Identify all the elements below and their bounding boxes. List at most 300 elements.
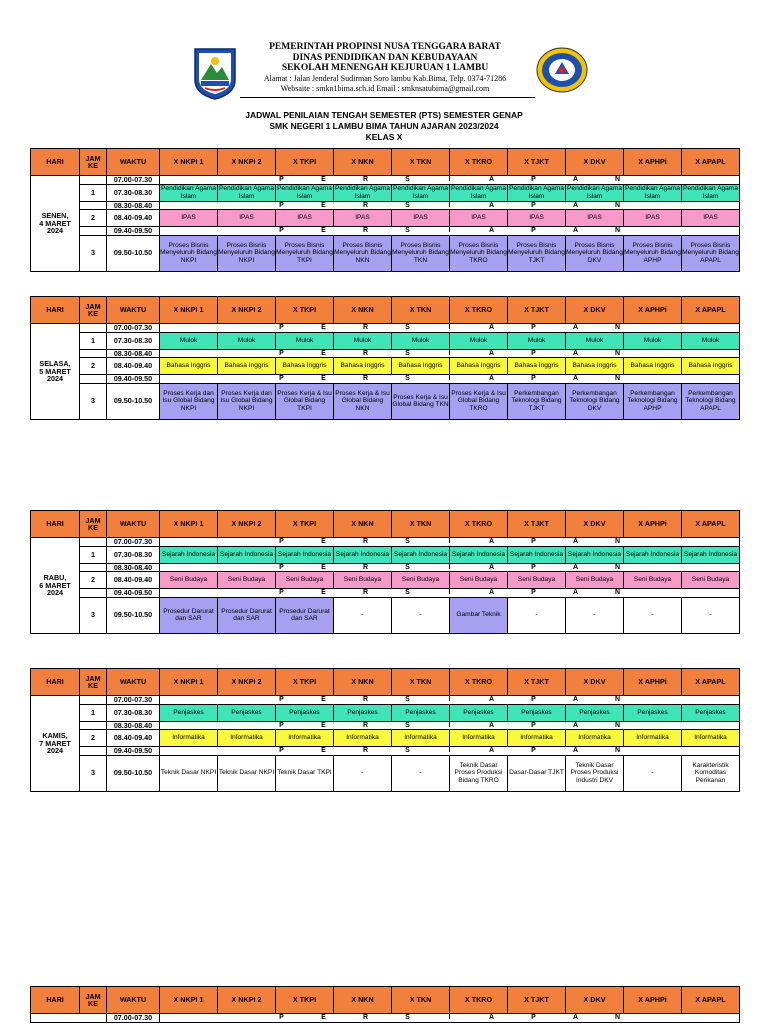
column-header: X NKPI 1 bbox=[160, 149, 218, 176]
column-header: X TKPI bbox=[276, 149, 334, 176]
lesson-row bbox=[31, 597, 740, 633]
jam-cell bbox=[80, 349, 107, 358]
break-letter: R bbox=[362, 201, 369, 209]
title-line-3: KELAS X bbox=[365, 132, 403, 142]
subject-cell: Sejarah Indonesia bbox=[624, 546, 682, 563]
header-row bbox=[31, 669, 740, 696]
break-letter: S bbox=[405, 375, 410, 382]
column-header: X TJKT bbox=[508, 297, 566, 324]
ntb-province-logo-icon bbox=[191, 46, 239, 100]
subject-cell: Penjaskes bbox=[334, 704, 392, 721]
time-cell: 07.00-07.30 bbox=[107, 538, 160, 547]
subject-cell: Seni Budaya bbox=[566, 572, 624, 589]
subject-cell: Mulok bbox=[218, 332, 276, 349]
dept-name: DINAS PENDIDIKAN DAN KEBUDAYAAN bbox=[292, 52, 478, 63]
break-letter: E bbox=[321, 349, 326, 357]
break-row bbox=[31, 227, 740, 236]
break-letter: R bbox=[362, 375, 369, 382]
subject-cell: Informatika bbox=[218, 730, 276, 747]
subject-cell: Bahasa Inggris bbox=[450, 358, 508, 375]
break-letter: N bbox=[614, 563, 621, 571]
subject-cell: Sejarah Indonesia bbox=[218, 546, 276, 563]
jam-cell bbox=[80, 721, 107, 730]
subject-cell: Bahasa Inggris bbox=[160, 358, 218, 375]
jam-cell bbox=[80, 227, 107, 236]
break-row bbox=[31, 589, 740, 598]
subject-cell: Gambar Teknik bbox=[450, 597, 508, 633]
day-cell: SENEN, 4 MARET 2024 bbox=[31, 176, 80, 272]
subject-cell: Sejarah Indonesia bbox=[682, 546, 740, 563]
subject-cell: IPAS bbox=[508, 210, 566, 227]
break-letter: N bbox=[614, 227, 621, 234]
subject-cell: - bbox=[334, 755, 392, 791]
break-letter: I bbox=[448, 227, 451, 234]
break-letter: S bbox=[405, 747, 410, 754]
subject-cell: Pendidikan Agama Islam bbox=[161, 185, 216, 200]
break-letter: P bbox=[279, 721, 284, 729]
subject-cell: Bahasa Inggris bbox=[682, 358, 740, 375]
column-header: X NKPI 1 bbox=[160, 987, 218, 1014]
break-letter: A bbox=[488, 176, 495, 183]
column-header: X DKV bbox=[566, 297, 624, 324]
subject-cell: IPAS bbox=[624, 210, 682, 227]
subject-cell: Perkembangan Teknologi Bidang APAPL bbox=[682, 383, 740, 419]
subject-cell: Pendidikan Agama Islam bbox=[509, 185, 564, 200]
break-letter: I bbox=[448, 1014, 451, 1021]
time-cell: 08.30-08.40 bbox=[107, 721, 160, 730]
time-cell: 07.30-08.30 bbox=[107, 704, 160, 721]
break-letter: A bbox=[572, 201, 579, 209]
time-cell: 07.00-07.30 bbox=[107, 176, 160, 185]
break-row bbox=[31, 349, 740, 358]
subject-cell: Mulok bbox=[276, 332, 334, 349]
break-row bbox=[31, 201, 740, 210]
column-header: WAKTU bbox=[107, 149, 160, 176]
subject-cell: Mulok bbox=[624, 332, 682, 349]
subject-cell: - bbox=[392, 755, 450, 791]
lesson-row bbox=[31, 358, 740, 375]
column-header: X DKV bbox=[566, 669, 624, 696]
day-cell: RABU, 6 MARET 2024 bbox=[31, 538, 80, 634]
column-header: X APHPi bbox=[624, 669, 682, 696]
column-header: HARI bbox=[31, 149, 80, 176]
break-letter: P bbox=[279, 589, 284, 596]
subject-cell: Informatika bbox=[508, 730, 566, 747]
subject-cell: Sejarah Indonesia bbox=[566, 546, 624, 563]
column-header: X TJKT bbox=[508, 987, 566, 1014]
subject-cell: Bahasa Inggris bbox=[392, 358, 450, 375]
break-letter: E bbox=[321, 375, 326, 382]
header-row bbox=[31, 149, 740, 176]
break-letter: A bbox=[572, 696, 579, 703]
time-cell: 07.30-08.30 bbox=[107, 546, 160, 563]
subject-cell: Proses Bisnis Menyeluruh Bidang DKV bbox=[566, 235, 624, 271]
subject-cell: Seni Budaya bbox=[392, 572, 450, 589]
break-row bbox=[31, 538, 740, 547]
time-cell: 07.00-07.30 bbox=[107, 324, 160, 333]
break-letter: P bbox=[279, 375, 284, 382]
break-letter: N bbox=[614, 1014, 621, 1021]
time-cell: 07.30-08.30 bbox=[107, 332, 160, 349]
subject-cell: Penjaskes bbox=[392, 704, 450, 721]
break-letter: R bbox=[362, 563, 369, 571]
break-letter: S bbox=[405, 589, 410, 596]
subject-cell: Proses Bisnis Menyeluruh Bidang TKRO bbox=[450, 235, 508, 271]
lesson-row bbox=[31, 704, 740, 721]
letterhead-divider bbox=[240, 97, 535, 98]
break-row bbox=[31, 176, 740, 185]
subject-cell: Penjaskes bbox=[508, 704, 566, 721]
break-letter: I bbox=[448, 176, 451, 183]
subject-cell: Mulok bbox=[160, 332, 218, 349]
time-cell: 07.00-07.30 bbox=[107, 696, 160, 705]
subject-cell: - bbox=[624, 755, 682, 791]
break-letter: R bbox=[362, 747, 369, 754]
subject-cell: Proses Bisnis Menyeluruh Bidang APAPL bbox=[682, 235, 740, 271]
column-header: X APAPL bbox=[682, 987, 740, 1014]
letterhead bbox=[0, 40, 768, 100]
lesson-row bbox=[31, 730, 740, 747]
break-letter: P bbox=[279, 696, 284, 703]
jam-cell: 1 bbox=[80, 332, 107, 349]
column-header: HARI bbox=[31, 669, 80, 696]
column-header: X NKN bbox=[334, 987, 392, 1014]
break-row bbox=[31, 696, 740, 705]
break-letter: E bbox=[321, 747, 326, 754]
break-letter: N bbox=[614, 538, 621, 545]
break-letter: E bbox=[321, 1014, 326, 1021]
column-header: X TKRO bbox=[450, 669, 508, 696]
subject-cell: IPAS bbox=[276, 210, 334, 227]
break-letter: E bbox=[321, 589, 326, 596]
break-letter: S bbox=[405, 721, 410, 729]
subject-cell: Pendidikan Agama Islam bbox=[567, 185, 622, 200]
break-letter: A bbox=[488, 201, 495, 209]
break-letter: P bbox=[531, 176, 536, 183]
time-cell: 09.50-10.50 bbox=[107, 755, 160, 791]
column-header: WAKTU bbox=[107, 669, 160, 696]
jam-cell bbox=[80, 538, 107, 547]
lesson-row bbox=[31, 332, 740, 349]
subject-cell: Proses Kerja dan Isu Global Bidang NKPI bbox=[160, 383, 218, 419]
subject-cell: IPAS bbox=[334, 210, 392, 227]
jam-cell bbox=[80, 324, 107, 333]
jam-cell: 3 bbox=[80, 383, 107, 419]
break-letter: P bbox=[531, 227, 536, 234]
header-row bbox=[31, 987, 740, 1014]
subject-cell: Informatika bbox=[624, 730, 682, 747]
time-cell: 09.40-09.50 bbox=[107, 227, 160, 236]
subject-cell: Bahasa Inggris bbox=[508, 358, 566, 375]
subject-cell: Bahasa Inggris bbox=[276, 358, 334, 375]
lesson-row bbox=[31, 210, 740, 227]
subject-cell: Penjaskes bbox=[624, 704, 682, 721]
break-letter: A bbox=[572, 349, 579, 357]
break-letter: P bbox=[531, 1014, 536, 1021]
break-letter: P bbox=[279, 324, 284, 331]
break-label bbox=[160, 538, 740, 547]
break-letter: P bbox=[279, 349, 284, 357]
break-label bbox=[160, 1014, 740, 1023]
jam-cell: 1 bbox=[80, 184, 107, 201]
subject-cell: Proses Kerja & Isu Global Bidang TKRO bbox=[450, 383, 508, 419]
column-header: X TKPI bbox=[276, 987, 334, 1014]
break-letter: A bbox=[572, 375, 579, 382]
break-letter: I bbox=[448, 201, 451, 209]
subject-cell: - bbox=[508, 597, 566, 633]
jam-cell: 2 bbox=[80, 210, 107, 227]
subject-cell: Proses Bisnis Menyeluruh Bidang NKPI bbox=[160, 235, 218, 271]
break-label bbox=[160, 563, 740, 572]
subject-cell: Proses Kerja & Isu Global Bidang TKPI bbox=[276, 383, 334, 419]
break-letter: A bbox=[488, 721, 495, 729]
time-cell: 09.40-09.50 bbox=[107, 589, 160, 598]
subject-cell: Karakteristik Komoditas Perikanan bbox=[682, 755, 740, 791]
jam-cell: 3 bbox=[80, 597, 107, 633]
subject-cell: Bahasa Inggris bbox=[566, 358, 624, 375]
break-letter: I bbox=[448, 747, 451, 754]
column-header: X APAPL bbox=[682, 297, 740, 324]
subject-cell: - bbox=[682, 597, 740, 633]
subject-cell: Mulok bbox=[566, 332, 624, 349]
subject-cell: Perkembangan Teknologi Bidang APHP bbox=[624, 383, 682, 419]
break-letter: N bbox=[614, 589, 621, 596]
column-header: JAM KE bbox=[80, 149, 107, 176]
day-schedule-table bbox=[30, 296, 740, 420]
break-letter: P bbox=[279, 176, 284, 183]
time-cell: 09.40-09.50 bbox=[107, 375, 160, 384]
lesson-row bbox=[31, 546, 740, 563]
header-row bbox=[31, 511, 740, 538]
break-letter: P bbox=[531, 563, 536, 571]
break-letter: P bbox=[279, 1014, 284, 1021]
break-row bbox=[31, 1014, 740, 1023]
break-letter: N bbox=[614, 721, 621, 729]
subject-cell: Seni Budaya bbox=[160, 572, 218, 589]
break-letter: N bbox=[614, 201, 621, 209]
header-row bbox=[31, 297, 740, 324]
column-header: WAKTU bbox=[107, 987, 160, 1014]
subject-cell: Prosedur Darurat dan SAR bbox=[276, 597, 334, 633]
break-letter: R bbox=[362, 538, 369, 545]
subject-cell: Proses Kerja & Isu Global Bidang TKN bbox=[392, 383, 450, 419]
day-schedule-table bbox=[30, 986, 740, 1023]
subject-cell: Prosedur Darurat dan SAR bbox=[218, 597, 276, 633]
day-cell bbox=[31, 1014, 107, 1023]
break-letter: A bbox=[488, 747, 495, 754]
time-cell: 07.00-07.30 bbox=[107, 1014, 160, 1023]
break-letter: I bbox=[448, 538, 451, 545]
subject-cell: Sejarah Indonesia bbox=[160, 546, 218, 563]
column-header: X NKPI 2 bbox=[218, 297, 276, 324]
jam-cell bbox=[80, 747, 107, 756]
subject-cell: Proses Kerja dan Isu Global Bidang NKPI bbox=[218, 383, 276, 419]
break-letter: S bbox=[405, 227, 410, 234]
subject-cell: IPAS bbox=[160, 210, 218, 227]
break-row bbox=[31, 563, 740, 572]
column-header: X NKPI 2 bbox=[218, 149, 276, 176]
subject-cell: Penjaskes bbox=[160, 704, 218, 721]
subject-cell: - bbox=[334, 597, 392, 633]
jam-cell bbox=[80, 375, 107, 384]
break-letter: N bbox=[614, 747, 621, 754]
break-letter: A bbox=[572, 589, 579, 596]
break-letter: A bbox=[488, 375, 495, 382]
break-label bbox=[160, 375, 740, 384]
subject-cell: - bbox=[624, 597, 682, 633]
column-header: X NKN bbox=[334, 669, 392, 696]
break-letter: P bbox=[279, 227, 284, 234]
subject-cell: Informatika bbox=[682, 730, 740, 747]
break-letter: R bbox=[362, 1014, 369, 1021]
column-header: X NKPI 1 bbox=[160, 511, 218, 538]
break-letter: E bbox=[321, 324, 326, 331]
column-header: X APHPi bbox=[624, 987, 682, 1014]
time-cell: 08.30-08.40 bbox=[107, 201, 160, 210]
subject-cell: Proses Bisnis Menyeluruh Bidang APHP bbox=[624, 235, 682, 271]
subject-cell: Seni Budaya bbox=[624, 572, 682, 589]
day-cell: KAMIS, 7 MARET 2024 bbox=[31, 696, 80, 792]
column-header: X DKV bbox=[566, 987, 624, 1014]
break-letter: R bbox=[362, 176, 369, 183]
column-header: X NKPI 2 bbox=[218, 511, 276, 538]
subject-cell: Penjaskes bbox=[566, 704, 624, 721]
jam-cell: 2 bbox=[80, 358, 107, 375]
subject-cell: Perkembangan Teknologi Bidang TJKT bbox=[508, 383, 566, 419]
subject-cell: Prosedur Darurat dan SAR bbox=[160, 597, 218, 633]
break-letter: P bbox=[531, 696, 536, 703]
column-header: X APHPi bbox=[624, 297, 682, 324]
subject-cell: Teknik Dasar NKPI bbox=[218, 755, 276, 791]
break-letter: A bbox=[488, 324, 495, 331]
column-header: X APHPi bbox=[624, 511, 682, 538]
break-letter: A bbox=[488, 589, 495, 596]
break-letter: N bbox=[614, 324, 621, 331]
break-row bbox=[31, 324, 740, 333]
break-letter: A bbox=[572, 721, 579, 729]
school-contact: Websaite : smkn1bima.sch.id Email : smknsatubima@gmail.com bbox=[280, 84, 490, 93]
subject-cell: Informatika bbox=[160, 730, 218, 747]
break-letter: A bbox=[572, 324, 579, 331]
time-cell: 07.30-08.30 bbox=[107, 184, 160, 201]
lesson-row bbox=[31, 235, 740, 271]
subject-cell: Penjaskes bbox=[450, 704, 508, 721]
subject-cell: Mulok bbox=[334, 332, 392, 349]
subject-cell: Pendidikan Agama Islam bbox=[683, 185, 738, 200]
letterhead-text bbox=[240, 42, 530, 95]
column-header: X APAPL bbox=[682, 669, 740, 696]
subject-cell: Informatika bbox=[566, 730, 624, 747]
break-letter: I bbox=[448, 324, 451, 331]
subject-cell: Seni Budaya bbox=[334, 572, 392, 589]
subject-cell: Sejarah Indonesia bbox=[276, 546, 334, 563]
time-cell: 08.30-08.40 bbox=[107, 563, 160, 572]
subject-cell: Sejarah Indonesia bbox=[450, 546, 508, 563]
break-letter: P bbox=[279, 538, 284, 545]
day-cell: SELASA, 5 MARET 2024 bbox=[31, 324, 80, 420]
break-letter: P bbox=[279, 747, 284, 754]
subject-cell: Seni Budaya bbox=[276, 572, 334, 589]
column-header: X TKPI bbox=[276, 669, 334, 696]
subject-cell: Seni Budaya bbox=[508, 572, 566, 589]
break-letter: A bbox=[572, 176, 579, 183]
break-letter: A bbox=[572, 747, 579, 754]
lesson-row bbox=[31, 184, 740, 201]
subject-cell: Seni Budaya bbox=[218, 572, 276, 589]
break-label bbox=[160, 324, 740, 333]
break-letter: N bbox=[614, 349, 621, 357]
subject-cell: Penjaskes bbox=[218, 704, 276, 721]
column-header: JAM KE bbox=[80, 669, 107, 696]
lesson-row bbox=[31, 383, 740, 419]
subject-cell: Informatika bbox=[392, 730, 450, 747]
subject-cell: - bbox=[566, 597, 624, 633]
column-header: HARI bbox=[31, 987, 80, 1014]
break-label bbox=[160, 589, 740, 598]
subject-cell: Mulok bbox=[450, 332, 508, 349]
break-letter: N bbox=[614, 176, 621, 183]
subject-cell: Bahasa Inggris bbox=[624, 358, 682, 375]
subject-cell: Bahasa Inggris bbox=[218, 358, 276, 375]
break-letter: P bbox=[279, 563, 284, 571]
subject-cell: Sejarah Indonesia bbox=[334, 546, 392, 563]
jam-cell: 3 bbox=[80, 235, 107, 271]
break-letter: I bbox=[448, 375, 451, 382]
subject-cell: - bbox=[392, 597, 450, 633]
column-header: X TKN bbox=[392, 511, 450, 538]
column-header: X NKPI 1 bbox=[160, 297, 218, 324]
break-letter: A bbox=[572, 563, 579, 571]
subject-cell: Informatika bbox=[450, 730, 508, 747]
school-logo-icon bbox=[535, 46, 589, 94]
break-letter: E bbox=[321, 227, 326, 234]
time-cell: 09.50-10.50 bbox=[107, 235, 160, 271]
subject-cell: Dasar-Dasar TJKT bbox=[508, 755, 566, 791]
break-letter: R bbox=[362, 696, 369, 703]
subject-cell: Teknik Dasar NKPI bbox=[160, 755, 218, 791]
time-cell: 08.30-08.40 bbox=[107, 349, 160, 358]
time-cell: 09.40-09.50 bbox=[107, 747, 160, 756]
break-row bbox=[31, 721, 740, 730]
break-letter: P bbox=[531, 721, 536, 729]
title-line-2: SMK NEGERI 1 LAMBU BIMA TAHUN AJARAN 2023/2024 bbox=[269, 121, 499, 131]
time-cell: 08.40-09.40 bbox=[107, 730, 160, 747]
jam-cell bbox=[80, 696, 107, 705]
jam-cell bbox=[80, 176, 107, 185]
subject-cell: Mulok bbox=[508, 332, 566, 349]
break-letter: E bbox=[321, 563, 326, 571]
break-letter: E bbox=[321, 176, 326, 183]
jam-cell bbox=[80, 563, 107, 572]
time-cell: 09.50-10.50 bbox=[107, 383, 160, 419]
subject-cell: Proses Bisnis Menyeluruh Bidang NKN bbox=[334, 235, 392, 271]
schedule-title bbox=[0, 110, 768, 143]
column-header: X TKN bbox=[392, 987, 450, 1014]
jam-cell: 1 bbox=[80, 546, 107, 563]
day-schedule-table bbox=[30, 148, 740, 272]
column-header: X TKPI bbox=[276, 297, 334, 324]
break-letter: A bbox=[488, 563, 495, 571]
column-header: X NKN bbox=[334, 297, 392, 324]
break-label bbox=[160, 201, 740, 210]
subject-cell: Proses Bisnis Menyeluruh Bidang TJKT bbox=[508, 235, 566, 271]
subject-cell: Pendidikan Agama Islam bbox=[625, 185, 680, 200]
break-letter: N bbox=[614, 375, 621, 382]
break-letter: A bbox=[488, 349, 495, 357]
column-header: X TKRO bbox=[450, 149, 508, 176]
column-header: X TKRO bbox=[450, 511, 508, 538]
break-letter: I bbox=[448, 589, 451, 596]
